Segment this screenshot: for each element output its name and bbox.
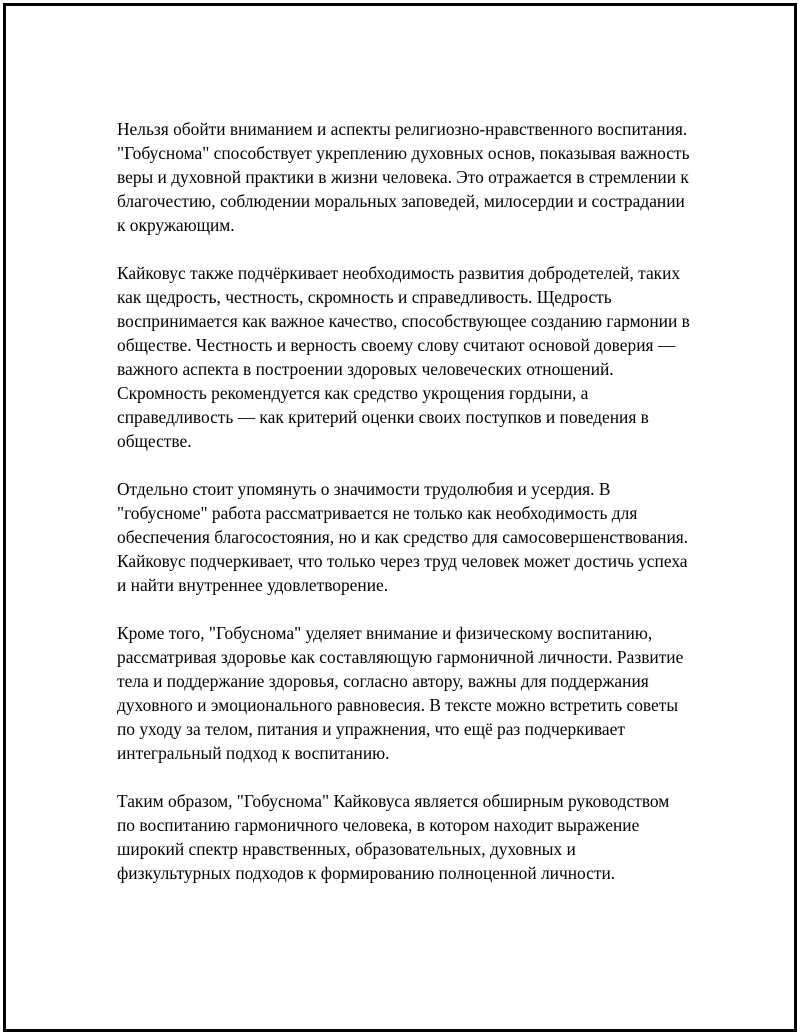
paragraph-conclusion: Таким образом, "Гобуснома" Кайковуса является обширным руководством по воспитанию гармоничного человека, в котором находит выражение широкий спектр нравственных, образовательных, духовных и физкультурных подходов к формированию полноценной личности. — [117, 791, 670, 883]
paragraph-virtues: Кайковус также подчёркивает необходимость развития добродетелей, таких как щедрость, честность, скромность и справедливость. Щедрость воспринимается как важное качество, способствующее созданию гармонии в обществе. Честность и верность своему слову считают основой доверия — важного аспекта в построении здоровых человеческих отношений. Скромность рекомендуется как средство укрощения гордыни, а справедливость — как критерий оценки своих поступков и поведения в обществе. — [117, 263, 690, 451]
paragraph-religious-moral-education: Нельзя обойти вниманием и аспекты религиозно-нравственного воспитания. "Гобуснома" способствует укреплению духовных основ, показывая важность веры и духовной практики в жизни человека. Это отражается в стремлении к благочестию, соблюдении моральных заповедей, милосердии и сострадании к окружающим. — [117, 119, 690, 235]
paragraph-diligence: Отдельно стоит упомянуть о значимости трудолюбия и усердия. В "гобусноме" работа рассматривается не только как необходимость для обеспечения благосостояния, но и как средство для самосовершенствования. Кайковус подчеркивает, что только через труд человек может достичь успеха и найти внутреннее удовлетворение. — [117, 479, 689, 595]
paragraph-physical-education: Кроме того, "Гобуснома" уделяет внимание и физическому воспитанию, рассматривая здоровье как составляющую гармоничной личности. Развитие тела и поддержание здоровья, согласно автору, важны для поддержания духовного и эмоционального равновесия. В тексте можно встретить советы по уходу за телом, питания и упражнения, что ещё раз подчеркивает интегральный подход к воспитанию. — [117, 623, 684, 763]
document-body — [117, 117, 691, 885]
